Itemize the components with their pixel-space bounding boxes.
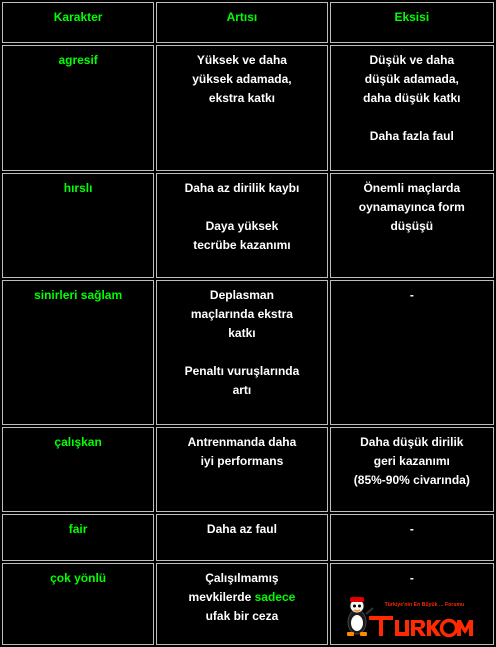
trait-minus: - <box>409 288 414 302</box>
trait-plus-line: Çalışılmamış <box>205 571 279 585</box>
trait-plus: Daha az faul <box>206 522 277 536</box>
trait-minus-cell <box>330 280 494 425</box>
trait-name-cell <box>2 173 154 278</box>
table-row <box>2 427 494 512</box>
trait-name-cell <box>2 514 154 561</box>
header-row <box>2 2 494 43</box>
trait-name: sinirleri sağlam <box>34 288 123 302</box>
trait-name-cell <box>2 563 154 645</box>
trait-minus: Düşük ve daha düşük adamada, daha düşük katkı Daha fazla faul <box>363 53 461 143</box>
trait-name: fair <box>68 522 88 536</box>
header-eksisi: Eksisi <box>330 2 494 43</box>
trait-plus-text: mevkilerde <box>188 590 255 604</box>
trait-minus-cell <box>330 45 494 171</box>
trait-name: agresif <box>58 53 98 67</box>
trait-minus-cell <box>330 563 494 645</box>
trait-minus-cell <box>330 514 494 561</box>
table-row <box>2 45 494 171</box>
trait-plus-cell <box>156 173 327 278</box>
trait-name-cell <box>2 280 154 425</box>
trait-plus-cell <box>156 280 327 425</box>
table-row <box>2 173 494 278</box>
trait-minus: - <box>409 522 414 536</box>
trait-minus-cell <box>330 173 494 278</box>
trait-name-cell <box>2 45 154 171</box>
trait-minus: Daha düşük dirilik geri kazanımı (85%-90% civarında) <box>353 435 470 487</box>
trait-minus: Önemli maçlarda oynamayınca form düşüşü <box>358 181 465 233</box>
trait-plus-cell <box>156 427 327 512</box>
header-artisi: Artısı <box>156 2 327 43</box>
trait-plus-line <box>189 590 296 604</box>
trait-plus: Deplasman maçlarında ekstra katkı Penaltı vuruşlarında artı <box>184 288 300 397</box>
logo-tagline: Türkiye'nin En Büyük ... Forumu <box>384 602 465 608</box>
trait-minus-cell <box>330 427 494 512</box>
trait-name: hırslı <box>63 181 93 195</box>
trait-minus: - <box>409 571 414 585</box>
trait-plus: Yüksek ve daha yüksek adamada, ekstra katkı <box>192 53 292 105</box>
table-row <box>2 280 494 425</box>
trait-plus-highlight: sadece <box>254 590 296 604</box>
trait-name-cell <box>2 427 154 512</box>
trait-plus-cell <box>156 514 327 561</box>
table-row <box>2 514 494 561</box>
trait-plus-cell <box>156 563 327 645</box>
trait-plus-line: ufak bir ceza <box>205 609 279 623</box>
header-karakter: Karakter <box>2 2 154 43</box>
table-row <box>2 563 494 645</box>
trait-plus-cell <box>156 45 327 171</box>
watermark-logo <box>337 592 487 640</box>
trait-plus: Antrenmanda daha iyi performans <box>187 435 297 468</box>
trait-plus: Daha az dirilik kaybı Daya yüksek tecrübe kazanımı <box>184 181 300 252</box>
trait-name: çok yönlü <box>50 571 107 585</box>
trait-name: çalışkan <box>54 435 102 449</box>
